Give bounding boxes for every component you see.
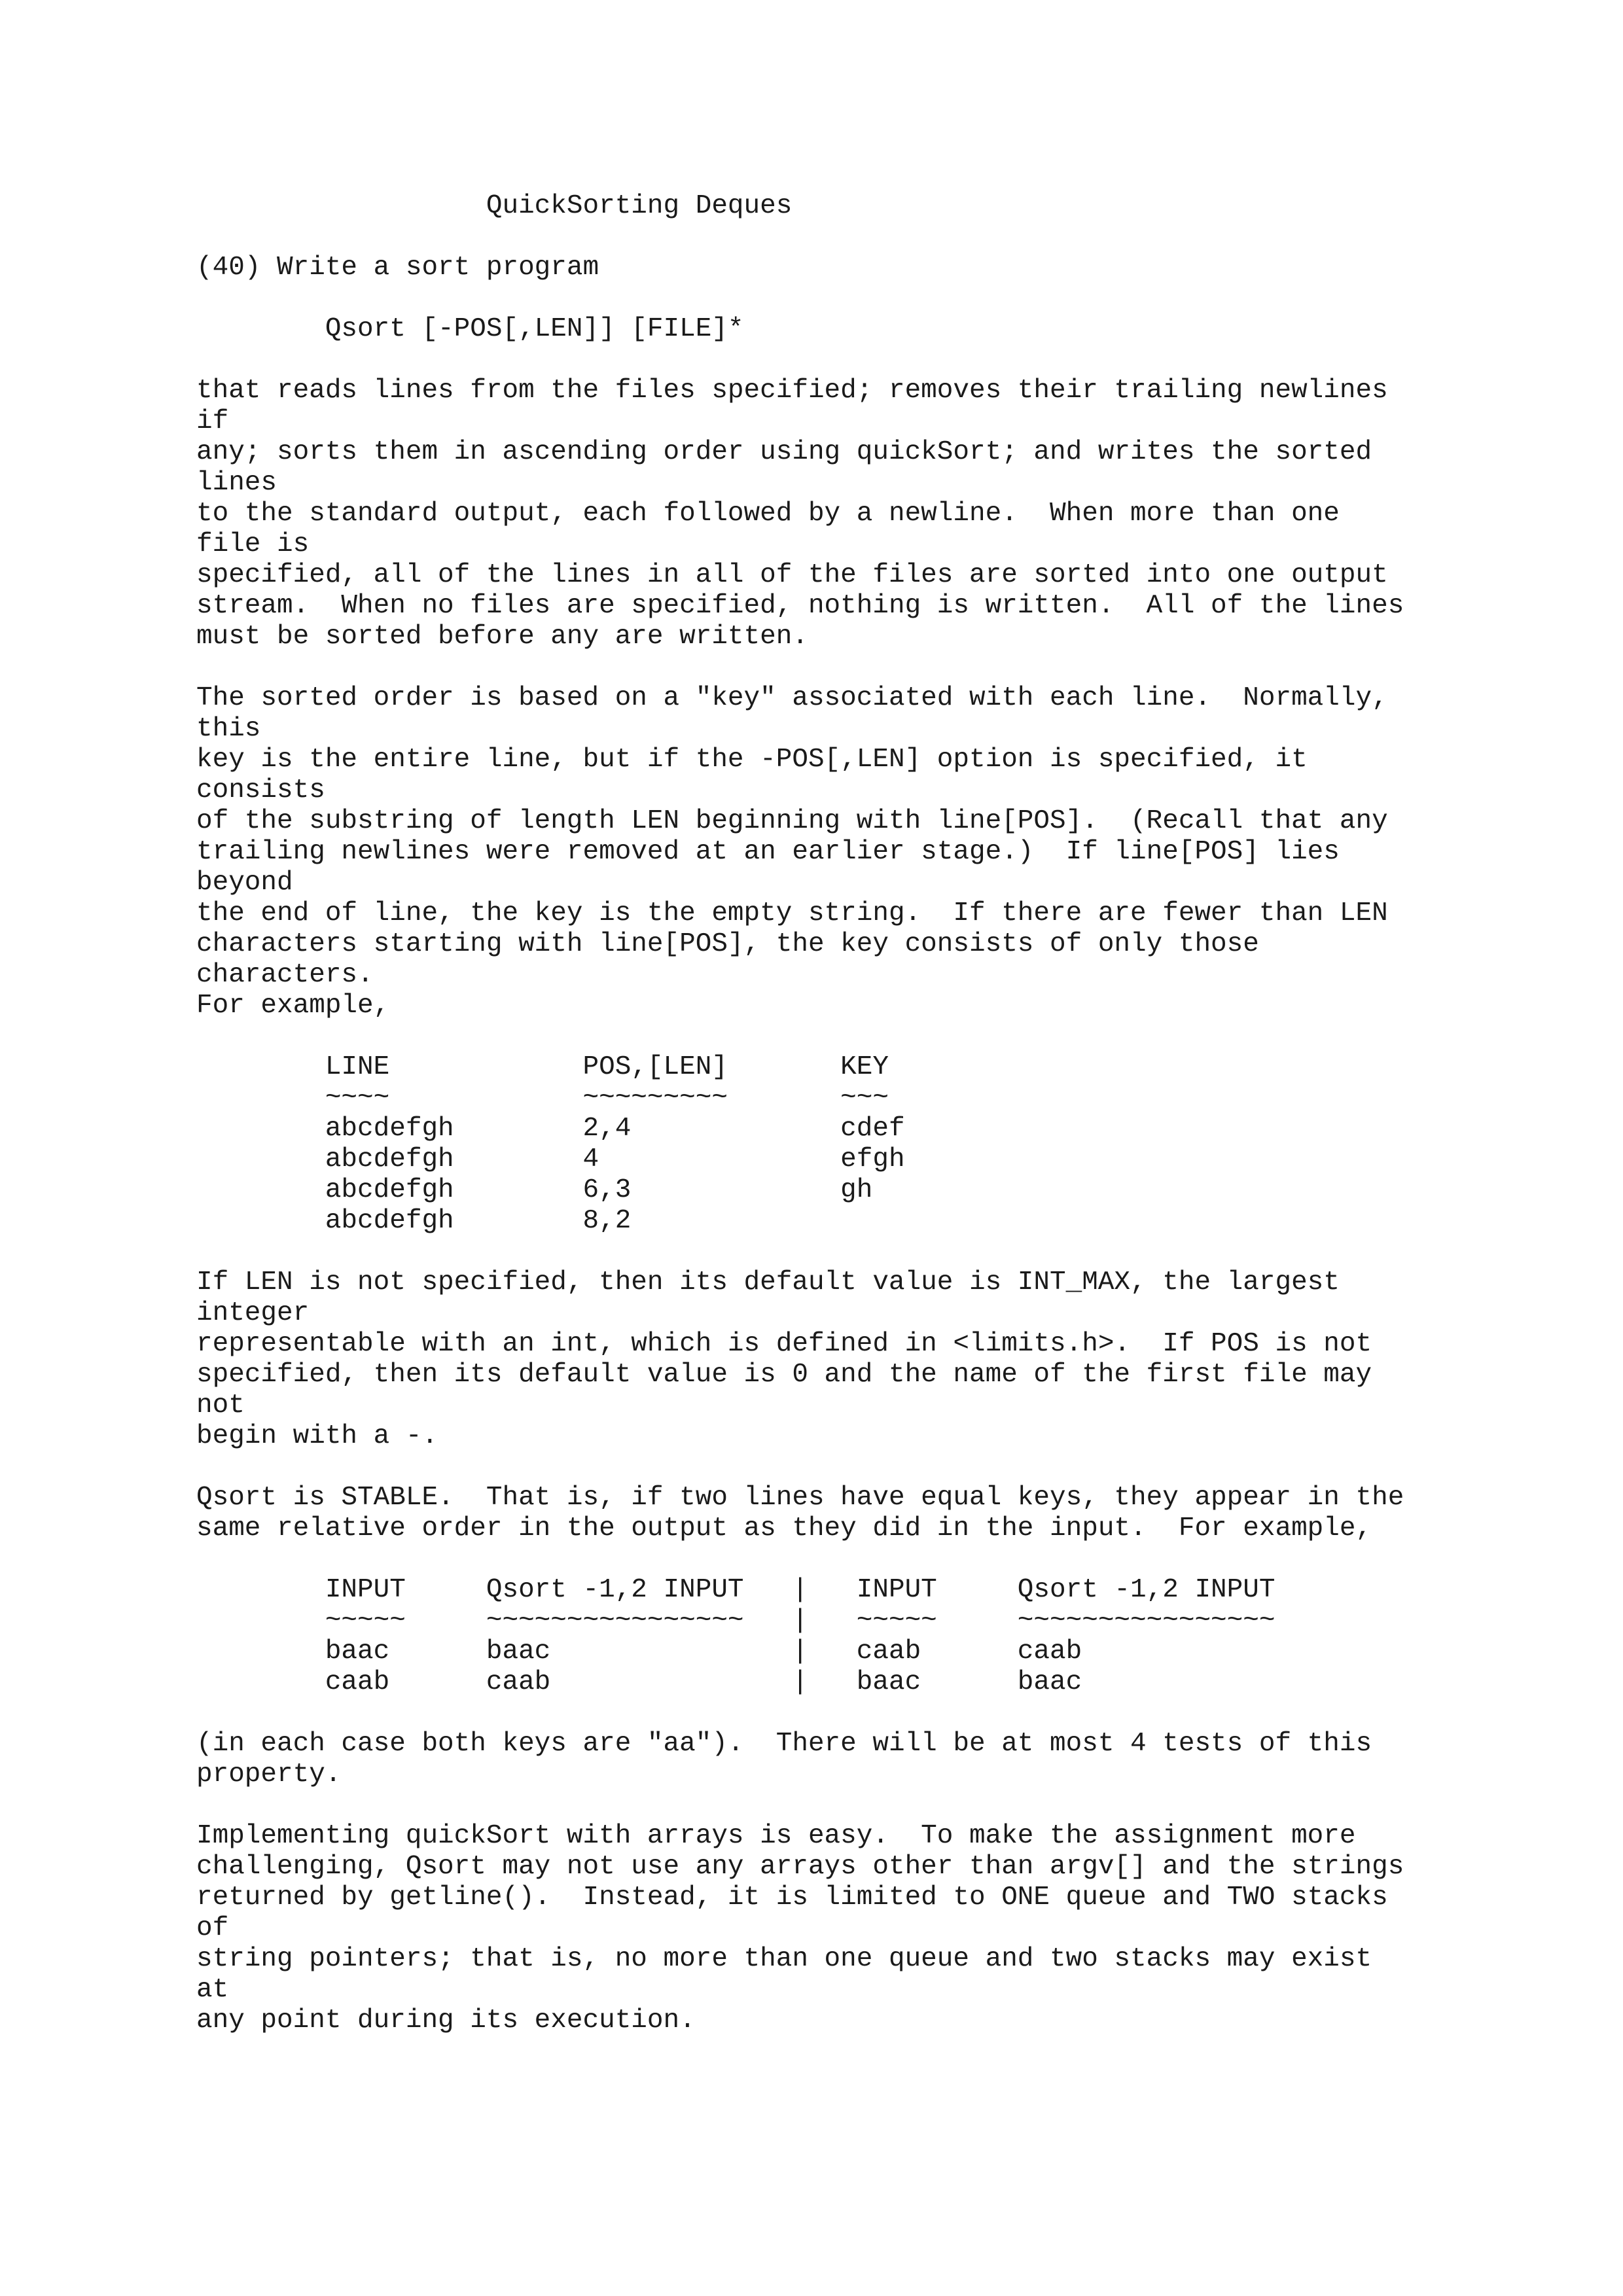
text-line: Qsort is STABLE. That is, if two lines have equal keys, they appear in the [196, 1483, 1404, 1513]
text-line: this [196, 714, 261, 744]
text-line: stream. When no files are specified, nothing is written. All of the lines [196, 591, 1404, 621]
text-line: abcdefgh 2,4 cdef [196, 1114, 905, 1144]
text-line: must be sorted before any are written. [196, 622, 808, 652]
text-line: that reads lines from the files specified; removes their trailing newlines [196, 376, 1388, 406]
text-line: characters. [196, 960, 374, 990]
text-line: (in each case both keys are "aa"). There will be at most 4 tests of this [196, 1729, 1372, 1759]
text-line: abcdefgh 6,3 gh [196, 1175, 873, 1205]
text-line: to the standard output, each followed by a newline. When more than one [196, 499, 1340, 529]
text-line: string pointers; that is, no more than one queue and two stacks may exist [196, 1944, 1372, 1974]
text-line: specified, all of the lines in all of the files are sorted into one output [196, 560, 1388, 590]
text-line [196, 283, 1404, 314]
text-line: integer [196, 1298, 310, 1328]
text-line: abcdefgh 8,2 [196, 1206, 632, 1236]
text-line: consists [196, 775, 325, 805]
text-line: caab caab | baac baac [196, 1667, 1082, 1697]
text-line: any; sorts them in ascending order using quickSort; and writes the sorted [196, 437, 1372, 467]
text-line: (40) Write a sort program [196, 253, 599, 283]
text-line: not [196, 1390, 245, 1421]
text-line [196, 1698, 1404, 1729]
text-line: The sorted order is based on a "key" associated with each line. Normally, [196, 683, 1388, 713]
text-line: begin with a -. [196, 1421, 438, 1451]
text-line: Implementing quickSort with arrays is easy. To make the assignment more [196, 1821, 1356, 1851]
text-line: returned by getline(). Instead, it is limited to ONE queue and TWO stacks [196, 1882, 1388, 1913]
text-line: representable with an int, which is defined in <limits.h>. If POS is not [196, 1329, 1372, 1359]
text-line: trailing newlines were removed at an earlier stage.) If line[POS] lies [196, 837, 1340, 867]
text-line: the end of line, the key is the empty string. If there are fewer than LEN [196, 898, 1388, 928]
text-line: If LEN is not specified, then its default value is INT_MAX, the largest [196, 1267, 1340, 1298]
text-line [196, 222, 1404, 253]
text-line: of the substring of length LEN beginning with line[POS]. (Recall that any [196, 806, 1388, 836]
text-line [196, 1790, 1404, 1821]
text-line: at [196, 1975, 229, 2005]
text-line: ~~~~~ ~~~~~~~~~~~~~~~~ | ~~~~~ ~~~~~~~~~~~~~~~~ [196, 1606, 1275, 1636]
text-line [196, 345, 1404, 376]
text-line [196, 1452, 1404, 1483]
text-line [196, 652, 1404, 683]
text-line: if [196, 406, 229, 436]
text-line: lines [196, 468, 277, 498]
text-line: key is the entire line, but if the -POS[,LEN] option is specified, it [196, 745, 1308, 775]
text-line [196, 1021, 1404, 1052]
text-line: Qsort [-POS[,LEN]] [FILE]* [196, 314, 744, 344]
text-line: LINE POS,[LEN] KEY [196, 1052, 889, 1082]
text-line: INPUT Qsort -1,2 INPUT | INPUT Qsort -1,2 INPUT [196, 1575, 1275, 1605]
text-line: file is [196, 529, 310, 559]
text-line: ~~~~ ~~~~~~~~~ ~~~ [196, 1083, 889, 1113]
text-line: specified, then its default value is 0 and the name of the first file may [196, 1360, 1372, 1390]
text-line: any point during its execution. [196, 2005, 696, 2036]
text-line: of [196, 1913, 229, 1943]
text-line: same relative order in the output as they did in the input. For example, [196, 1513, 1372, 1544]
text-line: abcdefgh 4 efgh [196, 1144, 905, 1174]
text-line: For example, [196, 991, 390, 1021]
text-line: beyond [196, 868, 293, 898]
text-line: baac baac | caab caab [196, 1636, 1082, 1667]
document-body [196, 191, 1404, 2036]
document-title: QuickSorting Deques [196, 191, 793, 221]
text-line: characters starting with line[POS], the key consists of only those [196, 929, 1259, 959]
text-line [196, 1544, 1404, 1575]
text-line: property. [196, 1759, 342, 1790]
text-line [196, 1237, 1404, 1267]
text-line: challenging, Qsort may not use any arrays other than argv[] and the strings [196, 1852, 1404, 1882]
